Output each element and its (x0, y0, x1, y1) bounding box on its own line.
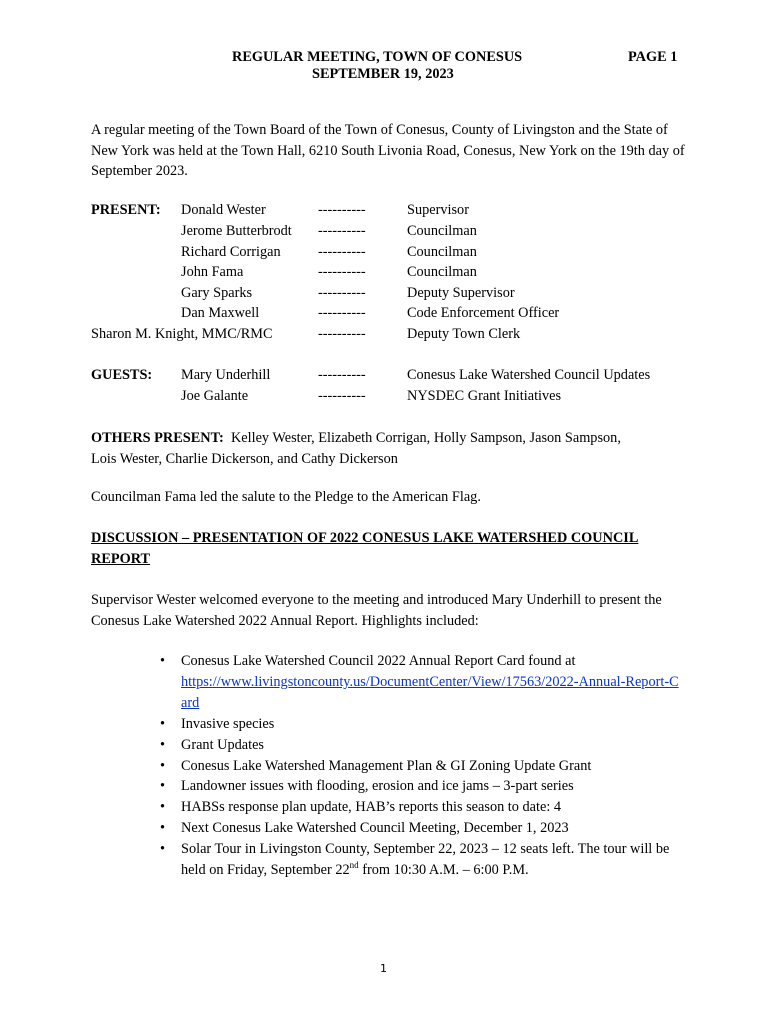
dash-separator: ---------- (318, 202, 366, 218)
report-card-link[interactable]: https://www.livingstoncounty.us/DocumentCenter/View/17563/2022-Annual-Report-Card (181, 673, 679, 711)
discussion-intro: Supervisor Wester welcomed everyone to the meeting and introduced Mary Underhill to present the Conesus Lake Watershed 2022 Annual Report. Highlights included: (91, 592, 662, 629)
attendee-name: Donald Wester (181, 202, 266, 218)
page-label: PAGE 1 (628, 49, 678, 65)
list-item: • Invasive species (160, 714, 680, 735)
attendee-role: Supervisor (407, 202, 469, 218)
dash-separator: ---------- (318, 388, 366, 404)
guest-row (0, 367, 770, 387)
highlights-list (160, 651, 680, 881)
attendee-role: Deputy Supervisor (407, 285, 515, 301)
document-title: REGULAR MEETING, TOWN OF CONESUS (232, 49, 523, 65)
present-row (0, 244, 770, 264)
dash-separator: ---------- (318, 223, 366, 239)
list-item: • Conesus Lake Watershed Management Plan & GI Zoning Update Grant (160, 756, 680, 777)
discussion-heading: DISCUSSION – PRESENTATION OF 2022 CONESUS LAKE WATERSHED COUNCIL REPORT (91, 530, 639, 567)
list-item-text: Conesus Lake Watershed Council 2022 Annual Report Card found at (181, 653, 576, 669)
attendee-role: Councilman (407, 264, 477, 280)
others-label: OTHERS PRESENT: (91, 430, 224, 446)
attendee-name: Jerome Butterbrodt (181, 223, 292, 239)
attendee-role: Deputy Town Clerk (407, 326, 521, 342)
guest-name: Joe Galante (181, 388, 249, 404)
present-label: PRESENT: (91, 202, 161, 218)
attendee-role: Councilman (407, 223, 477, 239)
dash-separator: ---------- (318, 305, 366, 321)
guest-row (0, 388, 770, 408)
meeting-date: SEPTEMBER 19, 2023 (312, 66, 454, 82)
others-names-line1: Kelley Wester, Elizabeth Corrigan, Holly Sampson, Jason Sampson, (230, 430, 621, 446)
present-row (0, 223, 770, 243)
present-row (0, 285, 770, 305)
attendee-name: John Fama (181, 264, 244, 280)
attendee-name: Gary Sparks (181, 285, 253, 301)
attendee-name: Dan Maxwell (181, 305, 260, 321)
guest-topic: NYSDEC Grant Initiatives (407, 388, 562, 404)
attendee-role: Code Enforcement Officer (407, 305, 560, 321)
others-present (91, 428, 691, 469)
present-row (0, 264, 770, 284)
list-item-text: from 10:30 A.M. – 6:00 P.M. (358, 862, 529, 879)
intro-paragraph: A regular meeting of the Town Board of the Town of Conesus, County of Livingston and the State of New York was held at the Town Hall, 6210 South Livonia Road, Conesus, New York on the 19th day of September 2023. (91, 122, 685, 180)
guest-topic: Conesus Lake Watershed Council Updates (407, 367, 651, 383)
dash-separator: ---------- (318, 285, 366, 301)
present-row (0, 202, 770, 222)
list-item: • Next Conesus Lake Watershed Council Meeting, December 1, 2023 (160, 818, 680, 839)
dash-separator: ---------- (318, 264, 366, 280)
list-item (160, 839, 680, 881)
dash-separator: ---------- (318, 244, 366, 260)
guest-name: Mary Underhill (181, 367, 271, 383)
list-item-text: Solar Tour in Livingston County, September 22, 2023 – 12 seats left. The tour will be held on Friday, September 22 (181, 841, 670, 879)
ordinal-suffix: nd (349, 860, 359, 871)
list-item: • Landowner issues with flooding, erosion and ice jams – 3-part series (160, 776, 680, 797)
attendee-role: Councilman (407, 244, 477, 260)
list-item: • HABSs response plan update, HAB’s reports this season to date: 4 (160, 797, 680, 818)
dash-separator: ---------- (318, 326, 366, 342)
guests-label: GUESTS: (91, 367, 153, 383)
list-item: • Grant Updates (160, 735, 680, 756)
others-names-line2: Lois Wester, Charlie Dickerson, and Cathy Dickerson (91, 450, 398, 467)
list-item (160, 651, 680, 714)
attendee-name: Richard Corrigan (181, 244, 281, 260)
pledge-paragraph: Councilman Fama led the salute to the Pledge to the American Flag. (91, 489, 481, 505)
dash-separator: ---------- (318, 367, 366, 383)
page-number: 1 (380, 962, 387, 975)
present-row (0, 305, 770, 325)
present-row (0, 326, 770, 346)
attendee-name: Sharon M. Knight, MMC/RMC (91, 326, 273, 342)
